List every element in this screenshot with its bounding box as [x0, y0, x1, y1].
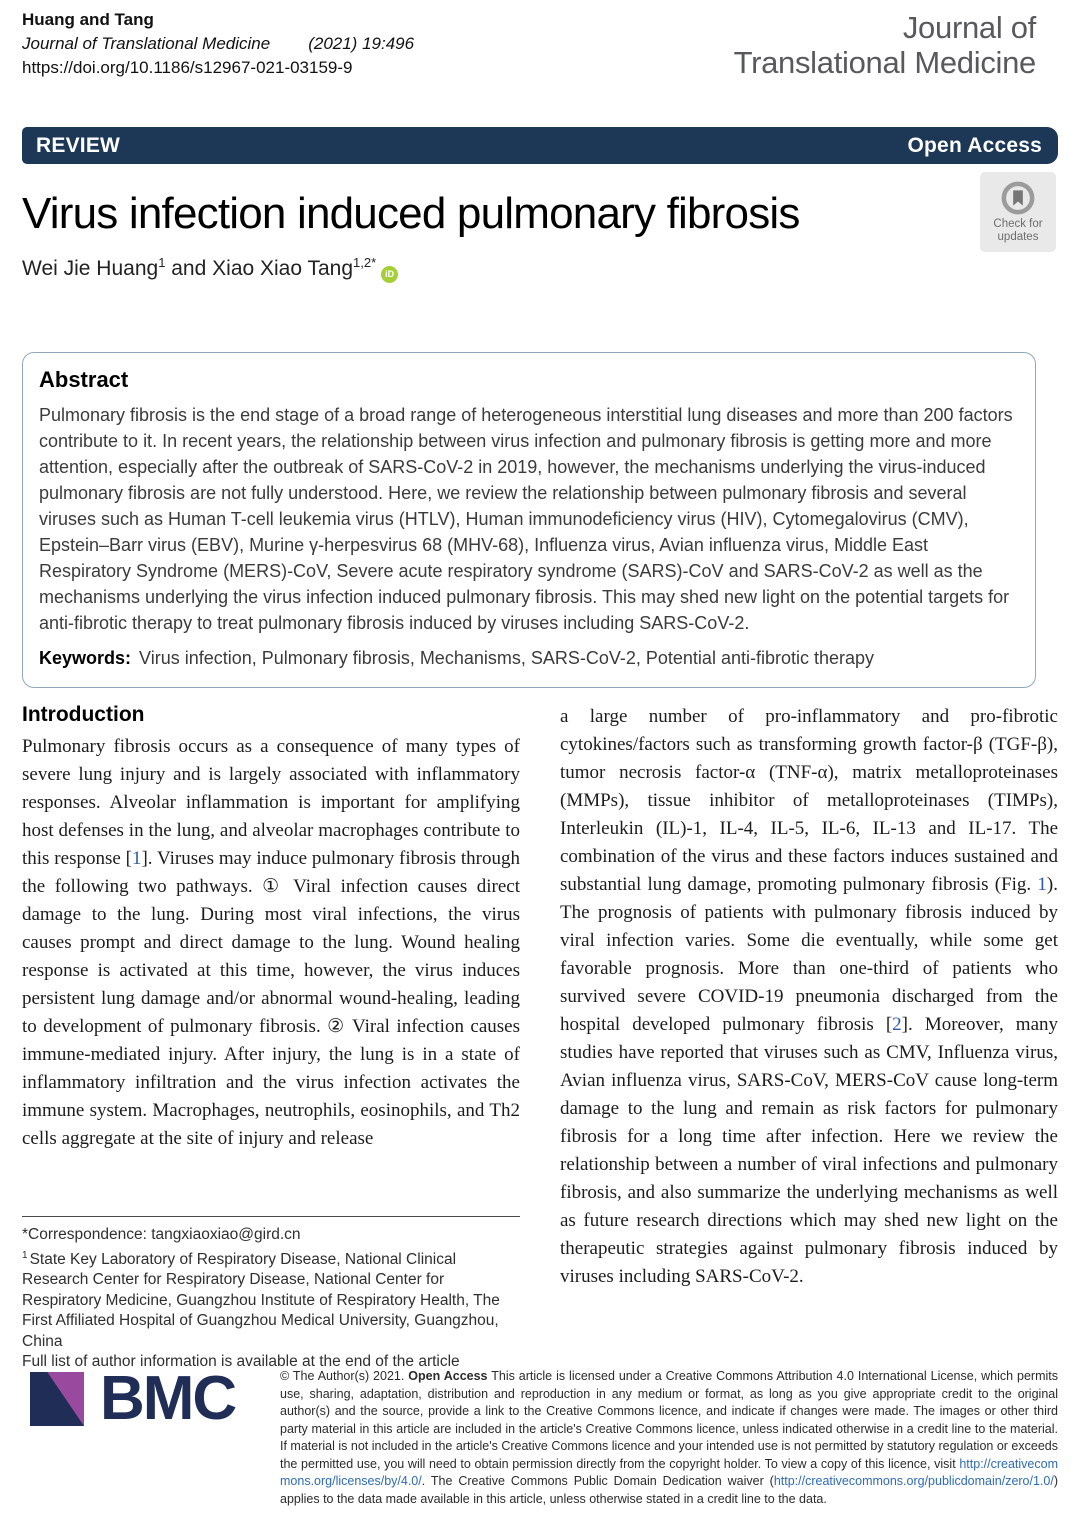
citation-ref-1[interactable]: 1: [131, 848, 142, 869]
citation-journal: Journal of Translational Medicine: [22, 34, 271, 53]
introduction-heading: Introduction: [22, 703, 145, 726]
article-type-banner: [22, 127, 1058, 164]
abstract-section: [22, 352, 1036, 688]
affiliation-text: State Key Laboratory of Respiratory Disease, National Clinical Research Center for Respiratory Disease, National Center for Respiratory Medicine, Guangzhou Institute of Respiratory Health, The First Affiliated Hospital of Guangzhou Medical University, Guangzhou, China: [22, 1250, 500, 1350]
check-for-updates-button[interactable]: [980, 172, 1056, 252]
cc-zero-link[interactable]: http://creativecommons.org/publicdomain/zero/1.0/: [773, 1474, 1054, 1488]
keywords-line: [39, 646, 1017, 671]
intro-paragraph-right: [560, 703, 1058, 1291]
text-segment: ) applies to the data made available in this article, unless otherwise stated in a credit line to the data.: [280, 1474, 1058, 1506]
keywords-text: Virus infection, Pulmonary fibrosis, Mechanisms, SARS-CoV-2, Potential anti-fibrotic therapy: [139, 648, 875, 668]
left-column: [22, 703, 520, 1291]
open-access-term: Open Access: [408, 1369, 488, 1383]
correspondence-line: [22, 1225, 520, 1246]
author-2: Xiao Xiao Tang: [212, 257, 354, 280]
header-citation: [22, 8, 414, 80]
cc-by-link[interactable]: http://creativecommons.org/licenses/by/4.0/: [280, 1456, 1058, 1488]
correspondence-email[interactable]: tangxiaoxiao@gird.cn: [151, 1226, 301, 1243]
author-1-affiliation-sup: 1: [158, 255, 166, 270]
content-columns: [22, 703, 1058, 1291]
text-segment: This article is licensed under a Creative Commons Attribution 4.0 International License, which permits use, sharing, adaptation, distribution and reproduction in any medium or format, as long as you give appropriate credit to the original author(s) and the source, provide a link to the Creative Commons licence, and indicate if changes were made. The images or other third party material in this article are included in the article's Creative Commons licence, unless indicated otherwise in a credit line to the material. If material is not included in the article's Creative Commons licence and your intended use is not permitted by statutory regulation or exceeds the permitted use, you will need to obtain permission directly from the copyright holder. To view a copy of this licence, visit: [280, 1369, 1058, 1471]
correspondence-label: *Correspondence:: [22, 1226, 152, 1243]
keywords-label: Keywords:: [39, 648, 132, 668]
journal-name: [734, 10, 1036, 80]
right-column: [560, 703, 1058, 1291]
text-segment: © The Author(s) 2021.: [280, 1369, 409, 1383]
citation-journal-line: [22, 32, 414, 56]
open-access-label: Open Access: [907, 133, 1042, 157]
bmc-logo: [30, 1364, 236, 1433]
journal-name-line: Journal of: [902, 10, 1036, 45]
bmc-logo-text: BMC: [100, 1364, 236, 1433]
text-segment: ]. Viruses may induce pulmonary fibrosis through the following two pathways. ① Viral infection causes direct damage to the lung. During most viral infections, the virus causes prompt and direct damage to the lung. Wound healing response is activated at this time, however, the virus induces persistent lung damage and/or abnormal wound-healing, leading to development of pulmonary fibrosis. ② Viral infection causes immune-mediated injury. After injury, the lung is in a state of inflammatory infiltration and the virus infection activates the immune system. Macrophages, neutrophils, eosinophils, and Th2 cells aggregate at the site of injury and release: [22, 848, 520, 1149]
citation-authors: Huang and Tang: [22, 10, 154, 29]
article-title: Virus infection induced pulmonary fibrosis: [22, 189, 800, 238]
footnote-block: [22, 1216, 520, 1373]
author-1: Wei Jie Huang: [22, 257, 159, 280]
citation-ref-2[interactable]: 2: [892, 1014, 902, 1035]
text-segment: a large number of pro-inflammatory and pro-fibrotic cytokines/factors such as transforming growth factor-β (TGF-β), tumor necrosis factor-α (TNF-α), matrix metalloproteinases (MMPs), tissue inhibitor of metalloproteinases (TIMPs), Interleukin (IL)-1, IL-4, IL-5, IL-6, IL-13 and IL-17. The combination of the virus and these factors induces sustained and substantial lung damage, promoting pulmonary fibrosis (Fig.: [560, 706, 1058, 895]
abstract-body: Pulmonary fibrosis is the end stage of a broad range of heterogeneous interstitial lung diseases and more than 200 factors contribute to it. In recent years, the relationship between virus infection and pulmonary fibrosis is getting more and more attention, especially after the outbreak of SARS-CoV-2 in 2019, however, the mechanisms underlying the virus-induced pulmonary fibrosis are not fully understood. Here, we review the relationship between pulmonary fibrosis and several viruses such as Human T-cell leukemia virus (HTLV), Human immunodeficiency virus (HIV), Cytomegalovirus (CMV), Epstein–Barr virus (EBV), Murine γ-herpesvirus 68 (MHV-68), Influenza virus, Avian influenza virus, Middle East Respiratory Syndrome (MERS)-CoV, Severe acute respiratory syndrome (SARS)-CoV and SARS-CoV-2 as well as the mechanisms underlying the virus infection induced pulmonary fibrosis. This may shed new light on the potential targets for anti-fibrotic therapy to treat pulmonary fibrosis induced by viruses including SARS-CoV-2.: [39, 405, 1013, 633]
citation-issue: (2021) 19:496: [308, 34, 415, 53]
journal-name-line: Translational Medicine: [733, 45, 1036, 80]
abstract-heading: Abstract: [39, 367, 129, 392]
doi-link[interactable]: https://doi.org/10.1186/s12967-021-03159-9: [22, 58, 353, 77]
text-segment: ). The prognosis of patients with pulmonary fibrosis induced by viral infection varies. Some die eventually, while some get favorable prognosis. More than one-third of patients who survived severe COVID-19 pneumonia discharged from the hospital developed pulmonary fibrosis [: [560, 874, 1058, 1035]
author-2-affiliation-sup: 1,2*: [353, 255, 377, 270]
text-segment: ]. Moreover, many studies have reported that viruses such as CMV, Influenza virus, Avian influenza virus, SARS-CoV, MERS-CoV cause long-term damage to the lung and remain as risk factors for pulmonary fibrosis for a long time after infection. Here we review the relationship between a number of viral infections and pulmonary fibrosis, and also summarize the underlying mechanisms as well as future research directions which may shed new light on the therapeutic strategies against pulmonary fibrosis induced by viruses including SARS-CoV-2.: [560, 1014, 1059, 1287]
check-updates-label: Check for updates: [993, 217, 1043, 243]
author-info-note: Full list of author information is available at the end of the article: [22, 1353, 460, 1371]
figure-ref-1[interactable]: 1: [1037, 874, 1047, 895]
text-segment: . The Creative Commons Public Domain Dedication waiver (: [421, 1474, 774, 1488]
authors-line: [22, 257, 398, 283]
article-type-label: REVIEW: [36, 133, 121, 157]
text-segment: Pulmonary fibrosis occurs as a consequence of many types of severe lung injury and is largely associated with inflammatory responses. Alveolar inflammation is important for amplifying host defenses in the lung, and alveolar macrophages contribute to this response [: [22, 736, 520, 869]
orcid-icon[interactable]: iD: [381, 266, 398, 283]
affiliation-line: [22, 1246, 520, 1353]
check-updates-icon: [1001, 181, 1035, 215]
author-connector: and: [165, 257, 213, 280]
license-text: [280, 1368, 1058, 1508]
affiliation-sup: 1: [22, 1249, 28, 1261]
bmc-logo-mark: [30, 1372, 84, 1426]
intro-paragraph-left: [22, 733, 520, 1153]
